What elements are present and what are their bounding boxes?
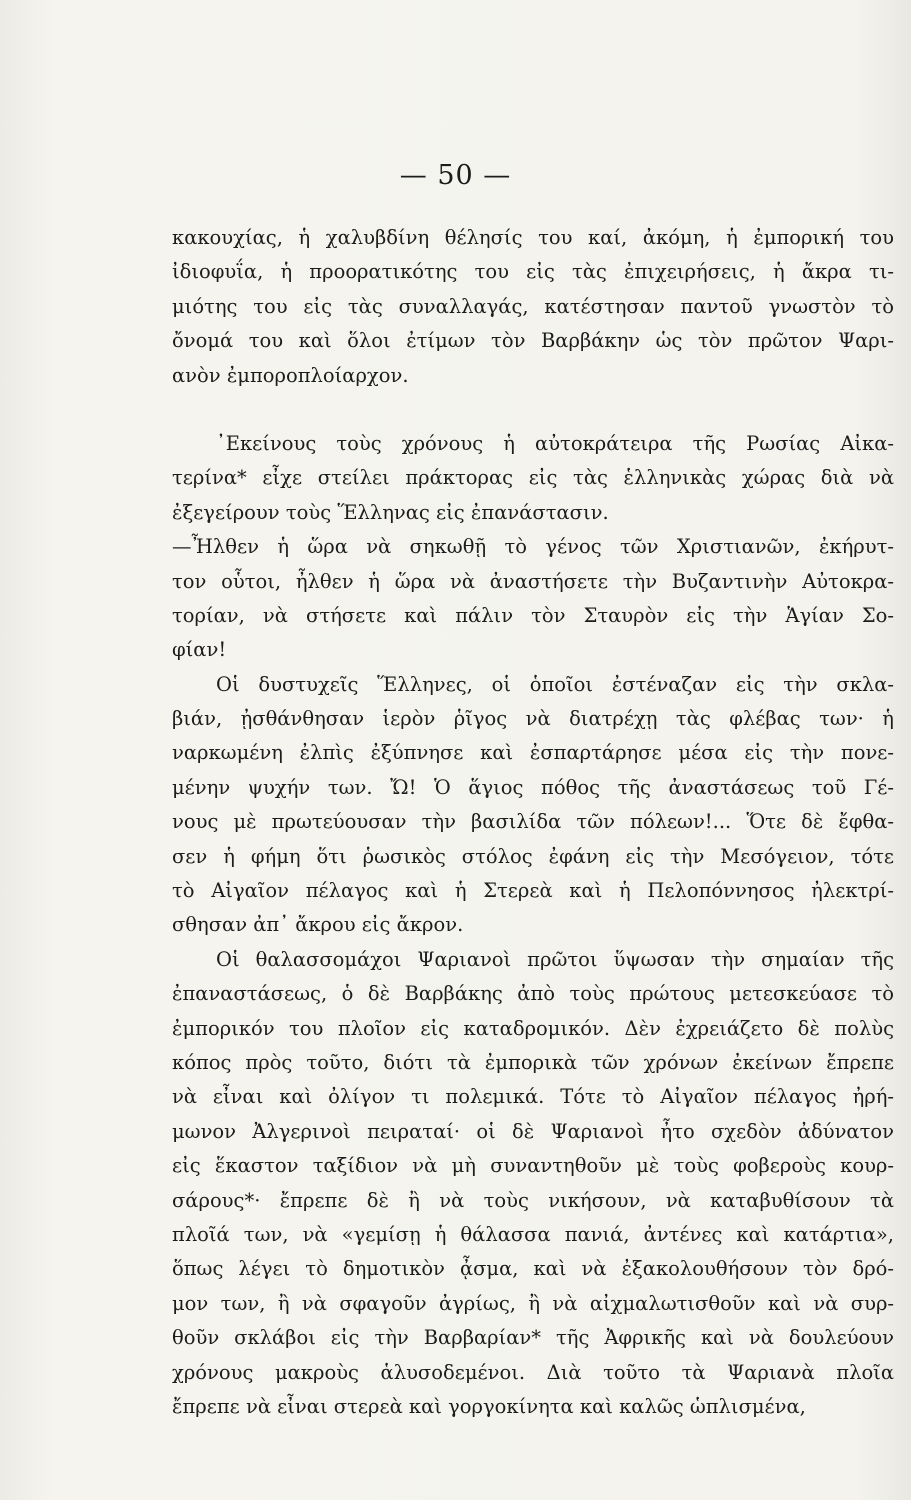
text-line: τὸ Αἰγαῖον πέλαγος καὶ ἡ Στερεὰ καὶ ἡ Πελοπόννησος ἠλεκτρί- [172,879,894,903]
paragraph-4 [172,668,894,943]
paragraph-2 [172,427,894,530]
paragraph-gap [172,393,894,427]
text-line: ναρκωμένη ἐλπὶς ἐξύπνησε καὶ ἐσπαρτάρησε μέσα εἰς τὴν πονε- [172,741,894,765]
text-line: μιότης του εἰς τὰς συναλλαγάς, κατέστησαν παντοῦ γνωστὸν τὸ [172,294,894,318]
text-line: ὄνομά του καὶ ὅλοι ἐτίμων τὸν Βαρβάκην ὡς τὸν πρῶτον Ψαρι- [172,329,894,353]
text-line: θοῦν σκλάβοι εἰς τὴν Βαρβαρίαν* τῆς Ἀφρικῆς καὶ νὰ δουλεύουν [172,1326,894,1350]
text-line: τερίνα* εἶχε στείλει πράκτορας εἰς τὰς ἑλληνικὰς χώρας διὰ νὰ [172,466,894,490]
text-line: ἰδιοφυΐα, ἡ προορατικότης του εἰς τὰς ἐπιχειρήσεις, ἡ ἄκρα τι- [172,260,894,284]
text-line: σάρους*· ἔπρεπε δὲ ἢ νὰ τοὺς νικήσουν, νὰ καταβυθίσουν τὰ [172,1188,894,1212]
text-line: τορίαν, νὰ στήσετε καὶ πάλιν τὸν Σταυρὸν εἰς τὴν Ἁγίαν Σο- [172,603,894,627]
paragraph-5 [172,943,894,1424]
text-line: Οἱ θαλασσομάχοι Ψαριανοὶ πρῶτοι ὕψωσαν τὴν σημαίαν τῆς [216,947,894,971]
text-line: σεν ἡ φήμη ὅτι ῥωσικὸς στόλος ἐφάνη εἰς τὴν Μεσόγειον, τότε [172,844,894,868]
text-line: κόπος πρὸς τοῦτο, διότι τὰ ἐμπορικὰ τῶν χρόνων ἐκείνων ἔπρεπε [172,1050,894,1074]
text-line: ἐξεγείρουν τοὺς Ἕλληνας εἰς ἐπανάστασιν. [172,500,609,524]
text-line: φίαν! [172,638,227,662]
text-line: νὰ εἶναι καὶ ὀλίγον τι πολεμικά. Τότε τὸ Αἰγαῖον πέλαγος ἠρή- [172,1085,894,1109]
page-number: — 50 — [399,160,512,191]
paragraph-3 [172,530,894,668]
text-line: κακουχίας, ἡ χαλυβδίνη θέλησίς του καί, ἀκόμη, ἡ ἐμπορική του [172,226,894,249]
text-line: βιάν, ᾐσθάνθησαν ἱερὸν ῥῖγος νὰ διατρέχῃ τὰς φλέβας των· ἡ [172,707,894,731]
text-line: —Ἦλθεν ἡ ὥρα νὰ σηκωθῇ τὸ γένος τῶν Χριστιανῶν, ἐκήρυτ- [172,535,894,559]
text-line: ἔπρεπε νὰ εἶναι στερεὰ καὶ γοργοκίνητα καὶ καλῶς ὡπλισμένα, [172,1394,806,1418]
text-line: ἐπαναστάσεως, ὁ δὲ Βαρβάκης ἀπὸ τοὺς πρώτους μετεσκεύασε τὸ [172,982,894,1006]
text-line: ανὸν ἐμποροπλοίαρχον. [172,363,409,387]
text-line: ἐμπορικόν του πλοῖον εἰς καταδρομικόν. Δὲν ἐχρειάζετο δὲ πολὺς [172,1016,894,1040]
text-line: σθησαν ἀπ᾿ ἄκρου εἰς ἄκρον. [172,913,464,937]
text-line: Οἱ δυστυχεῖς Ἕλληνες, οἱ ὁποῖοι ἐστέναζαν εἰς τὴν σκλα- [216,672,894,696]
text-line: ὅπως λέγει τὸ δημοτικὸν ᾆσμα, καὶ νὰ ἐξακολουθήσουν τὸν δρό- [172,1257,894,1281]
text-line: τον οὗτοι, ἦλθεν ἡ ὥρα νὰ ἀναστήσετε τὴν Βυζαντινὴν Αὐτοκρα- [172,569,894,593]
text-line: πλοῖά των, νὰ «γεμίσῃ ἡ θάλασσα πανιά, ἀντένες καὶ κατάρτια», [172,1222,894,1246]
text-line: εἰς ἕκαστον ταξίδιον νὰ μὴ συναντηθοῦν μὲ τοὺς φοβεροὺς κουρ- [172,1154,894,1178]
text-line: ᾿Εκείνους τοὺς χρόνους ἡ αὐτοκράτειρα τῆς Ρωσίας Αἰκα- [216,431,894,455]
text-line: μωνον Ἀλγερινοὶ πειραταί· οἱ δὲ Ψαριανοὶ ἦτο σχεδὸν ἀδύνατον [172,1119,894,1143]
text-line: μον των, ἢ νὰ σφαγοῦν ἀγρίως, ἢ νὰ αἰχμαλωτισθοῦν καὶ νὰ συρ- [172,1291,894,1315]
text-line: μένην ψυχήν των. Ὤ! Ὁ ἅγιος πόθος τῆς ἀναστάσεως τοῦ Γέ- [172,775,894,799]
body-text [172,221,894,1424]
text-line: νους μὲ πρωτεύουσαν τὴν βασιλίδα τῶν πόλεων!... Ὅτε δὲ ἔφθα- [172,810,894,834]
text-line: χρόνους μακροὺς ἁλυσοδεμένοι. Διὰ τοῦτο τὰ Ψαριανὰ πλοῖα [172,1360,894,1384]
paragraph-1 [172,221,894,393]
